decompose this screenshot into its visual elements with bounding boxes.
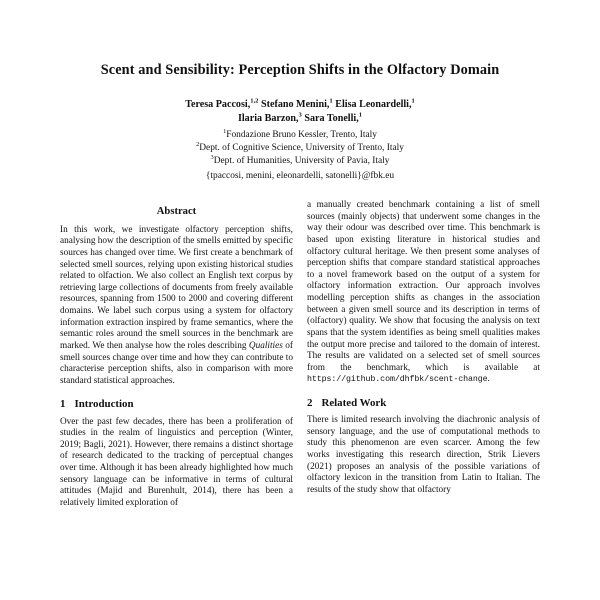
- abstract-text-part-1: In this work, we investigate olfactory perception shifts, analysing how the description of the smells emitted by specific sources has changed over time. We first create a benchmark of selected smell sources, relying upon existing historical studies related to olfaction. We also collect an English text corpus by retrieving large collections of documents from freely available resources, spanning from 1500 to 2000 and covering different domains. We label such corpus using a system for olfactory information extraction inspired by frame semantics, where the semantic roles around the smell sources in the benchmark are marked. We then analyse how the roles describing: [60, 224, 293, 351]
- abstract-continuation-period: .: [487, 374, 490, 385]
- section-heading-related-work: [307, 397, 540, 410]
- author-line-1: [60, 98, 540, 112]
- author-leonardelli-affil-marker: 1: [411, 97, 415, 105]
- author-paccosi-affil-marker: 1,2: [250, 97, 259, 105]
- author-barzon-affil-marker: 3: [298, 111, 302, 119]
- author-menini: Stefano Menini,: [258, 98, 330, 110]
- related-work-paragraph: There is limited research involving the diachronic analysis of sensory language, and the use of computational methods to study this phenomenon are even scarcer. Among the few works investigating this research direction, Strik Lievers (2021) proposes an analysis of the possible variations of olfactory lexicon in the transition from Latin to Italian. The results of the study show that olfactory: [307, 415, 540, 495]
- affiliation-3-text: Dept. of Humanities, University of Pavia, Italy: [213, 156, 390, 167]
- author-barzon: Ilaria Barzon,: [237, 112, 299, 124]
- section-heading-introduction: [60, 398, 293, 411]
- abstract-italic-qualities: Qualities: [248, 340, 283, 351]
- section-1-title: Introduction: [74, 398, 134, 411]
- page-title: Scent and Sensibility: Perception Shifts in the Olfactory Domain: [100, 62, 500, 78]
- section-2-number: 2: [307, 397, 313, 409]
- author-tonelli: Sara Tonelli,: [301, 112, 359, 124]
- abstract-continuation-text: a manually created benchmark containing a list of smell sources (mainly objects) that underwent some changes in the way their odour was described over time. This benchmark is based upon existing literature in historical studies and olfactory cultural heritage. We then present some analyses of perception shifts that compare standard statistical approaches to a novel framework based on the output of a system for olfactory information extraction. Our approach involves modelling perception shifts as changes in the association between a given smell source and its description in terms of (olfactory) quality. We show that focusing the analysis on text spans that the system identifies as being smell qualities makes the output more precise and tailored to the domain of interest. The results are validated on a selected set of smell sources from the benchmark, which is available at: [307, 200, 540, 373]
- abstract-heading: Abstract: [156, 206, 197, 217]
- paper-header: [60, 0, 540, 183]
- author-menini-affil-marker: 1: [329, 97, 333, 105]
- author-leonardelli: Elisa Leonardelli,: [332, 98, 412, 110]
- affiliation-3-marker: 3: [210, 154, 214, 162]
- affiliation-1: [60, 129, 540, 142]
- section-2-title: Related Work: [321, 397, 387, 409]
- affiliation-2-text: Dept. of Cognitive Science, University of Trento, Italy: [199, 143, 404, 154]
- affiliation-1-text: Fondazione Bruno Kessler, Trento, Italy: [226, 129, 377, 140]
- two-column-body: [60, 200, 540, 600]
- right-column: [307, 200, 540, 600]
- affiliation-2-marker: 2: [196, 140, 200, 148]
- introduction-paragraph: Over the past few decades, there has been a proliferation of studies in the realm of linguistics and perception (Winter, 2019; Bagli, 2021). However, there remains a distinct shortage of research dedicated to the tracking of perceptual changes over time. Although it has been already highlighted how much sensory language can be informative in terms of cultural attitudes (Majid and Burenhult, 2014), there has been a relatively limited exploration of: [60, 416, 293, 508]
- contact-email: {tpaccosi, menini, eleonardelli, satonelli}@fbk.eu: [205, 170, 395, 181]
- section-1-number: 1: [60, 398, 66, 411]
- author-list: [60, 98, 540, 126]
- affiliation-2: [60, 142, 540, 155]
- abstract-paragraph: [60, 225, 293, 388]
- author-line-2: [60, 112, 540, 126]
- author-paccosi: Teresa Paccosi,: [185, 98, 251, 110]
- affiliation-1-marker: 1: [223, 127, 227, 135]
- left-column: [60, 200, 293, 600]
- affiliation-3: [60, 155, 540, 168]
- repository-url[interactable]: https://github.com/dhfbk/scent-change: [307, 375, 488, 385]
- author-tonelli-affil-marker: 1: [358, 111, 363, 119]
- abstract-text-part-2: of smell sources change over time and how they can contribute to characterise perception shifts, also in comparison with more standard statistical approaches.: [60, 340, 293, 386]
- abstract-continuation-paragraph: [307, 200, 540, 386]
- affiliation-list: [60, 129, 540, 169]
